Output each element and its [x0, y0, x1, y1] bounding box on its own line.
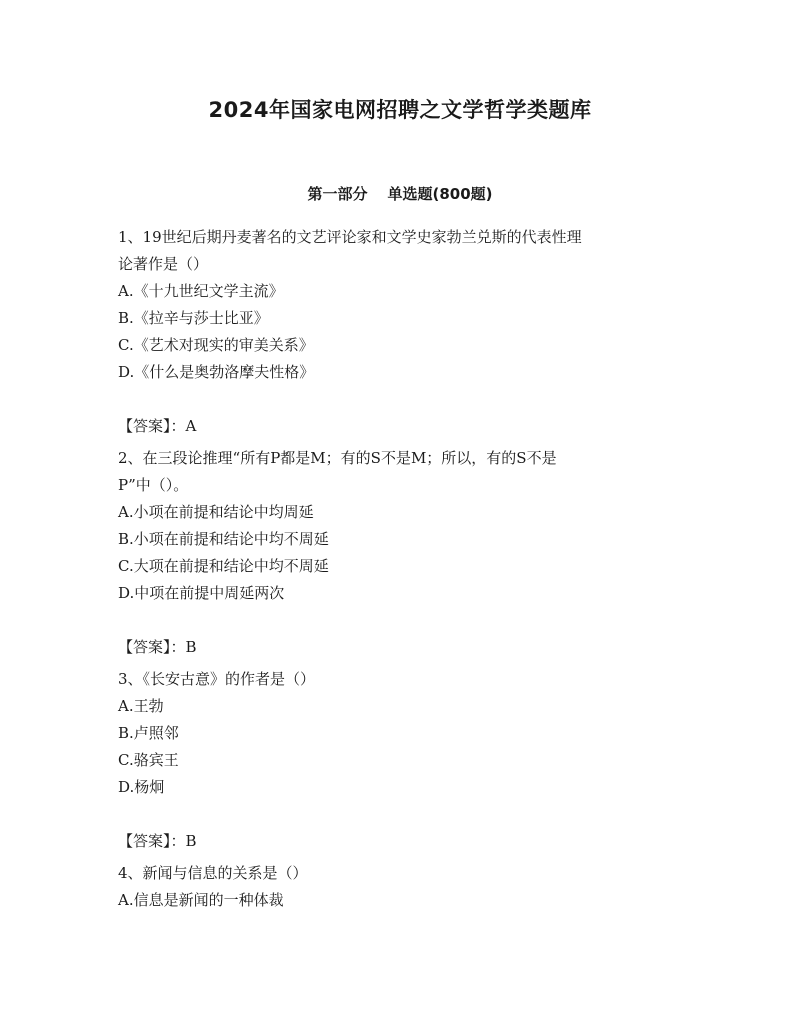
- option-a: A.王勃: [118, 697, 164, 715]
- section-heading-text: 单选题(800题): [387, 185, 493, 203]
- question-list: [118, 224, 688, 914]
- answer-label: 【答案】：: [118, 832, 186, 850]
- question-stem: 3、《长安古意》的作者是（）: [118, 670, 316, 688]
- section-part: 第一部分: [307, 185, 368, 203]
- spacer: [118, 801, 688, 828]
- question-stem: 2、在三段论推理“所有P都是M；有的S不是M；所以，有的S不是: [118, 449, 557, 467]
- question-stem: P”中（）。: [118, 476, 189, 494]
- answer-line: [118, 634, 688, 661]
- option-c: C.骆宾王: [118, 751, 179, 769]
- answer-label: 【答案】：: [118, 417, 186, 435]
- document-title: 2024年国家电网招聘之文学哲学类题库: [208, 98, 592, 122]
- answer-value: A: [185, 417, 197, 435]
- question-3: [118, 666, 688, 855]
- option-b: B.卢照邻: [118, 724, 179, 742]
- option-d: D.中项在前提中周延两次: [118, 584, 285, 602]
- question-stem: 4、新闻与信息的关系是（）: [118, 864, 308, 882]
- option-a: A.信息是新闻的一种体裁: [118, 891, 284, 909]
- question-1: [118, 224, 688, 440]
- option-b: B.《拉辛与莎士比亚》: [118, 309, 269, 327]
- option-c: C.大项在前提和结论中均不周延: [118, 557, 329, 575]
- question-stem: 1、19世纪后期丹麦著名的文艺评论家和文学史家勃兰兑斯的代表性理: [118, 228, 582, 246]
- option-b: B.小项在前提和结论中均不周延: [118, 530, 329, 548]
- answer-line: [118, 828, 688, 855]
- answer-label: 【答案】：: [118, 638, 186, 656]
- question-stem: 论著作是（）: [118, 255, 209, 273]
- answer-line: [118, 413, 688, 440]
- spacer: [118, 607, 688, 634]
- question-2: [118, 445, 688, 661]
- answer-value: B: [185, 832, 197, 850]
- section-heading: [0, 183, 800, 204]
- option-a: A.小项在前提和结论中均周延: [118, 503, 314, 521]
- option-d: D.杨炯: [118, 778, 165, 796]
- spacer: [118, 386, 688, 413]
- answer-value: B: [185, 638, 197, 656]
- option-c: C.《艺术对现实的审美关系》: [118, 336, 314, 354]
- question-4: [118, 860, 688, 914]
- option-d: D.《什么是奥勃洛摩夫性格》: [118, 363, 315, 381]
- option-a: A.《十九世纪文学主流》: [118, 282, 284, 300]
